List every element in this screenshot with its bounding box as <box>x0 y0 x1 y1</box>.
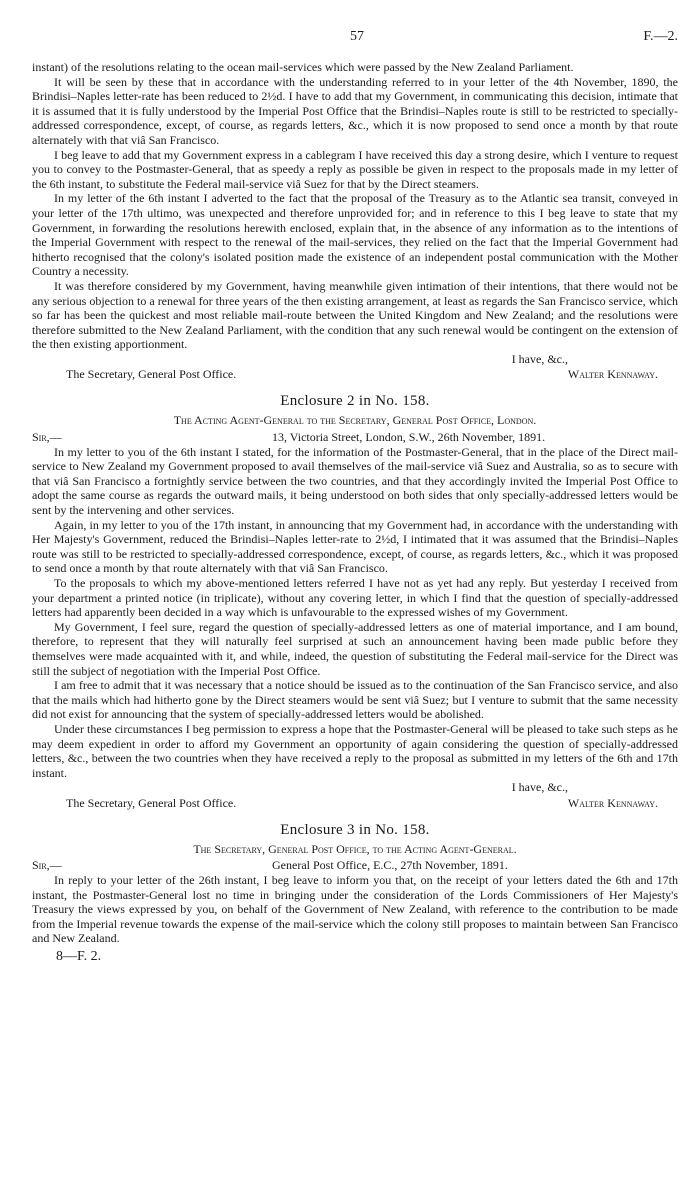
paragraph: Again, in my letter to you of the 17th instant, in announcing that my Government had, in accordance with the understanding with Her Majesty's Government, reduced the Brindisi–Naples letter-rate to 2½d, I intimated that it was assumed that the Brindisi–Naples route was still to be restricted to specially-addressed correspondence, except, of course, as regards letters, &c., which it was proposed to send once a month by that route alternately with that viâ San Francisco. <box>32 517 678 576</box>
paragraph: My Government, I feel sure, regard the question of specially-addressed letters as one of material importance, and I am bound, therefore, to represent that they will naturally feel surprised at such an announcement having been made public before they themselves were made acquainted with it, and while, indeed, the question of substituting the Federal mail-service for the Direct was still the subject of negotiation with the Imperial Post Office. <box>32 619 678 678</box>
enclosure-title: Enclosure 2 in No. 158. <box>280 393 430 410</box>
closing-line: I have, &c., <box>511 351 568 366</box>
paragraph: Under these circumstances I beg permission to express a hope that the Postmaster-General will be pleased to take such steps as he may deem expedient in order to afford my Government an opportunity of again considering the question of specially-addressed letters, &c., between the two countries when they have received a reply to the proposal as submitted in my letters of the 6th and 17th instant. <box>32 721 678 780</box>
address-row <box>32 858 678 873</box>
sheet-reference: F.—2. <box>643 29 678 44</box>
paragraph: It will be seen by these that in accordance with the understanding referred to in your letter of the 4th November, 1890, the Brindisi–Naples letter-rate has been reduced to 2½d. I have to add that my Government, in communicating this decision, intimate that it is assumed that it is fully understood by the Imperial Post Office that the Brindisi–Naples route is still to be restricted to specially-addressed correspondence, except, of course, as regards letters, &c., which it is now proposed to send once a month by that route alternately with that viâ San Francisco. <box>32 74 678 147</box>
address-row <box>32 430 678 445</box>
signature: Walter Kennaway. <box>567 795 658 810</box>
paragraph: In reply to your letter of the 26th instant, I beg leave to inform you that, on the receipt of your letters dated the 6th and 17th instant, the Postmaster-General lost no time in bringing under the consideration of the Lords Commissioners of Her Majesty's Treasury the views expressed by you, on behalf of the Government of New Zealand, with reference to the contribution to be made from the Imperial revenue towards the expense of the mail-service which the colony still proposes to maintain between San Francisco and New Zealand. <box>32 873 678 946</box>
document-page <box>32 30 678 965</box>
paragraph: I beg leave to add that my Government express in a cablegram I have received this day a strong desire, which I venture to request you to convey to the Postmaster-General, that as speedy a reply as possible be given in respect to the proposals made in my letter of the 6th instant, to substitute the Federal mail-service viâ Suez for that by the Direct steamers. <box>32 147 678 191</box>
signature: Walter Kennaway. <box>567 367 658 382</box>
paragraph: I am free to admit that it was necessary that a notice should be issued as to the continuation of the San Francisco service, and also that the mails which had hitherto gone by the Direct steamers would be sent viâ Suez; but I venture to submit that the same necessity did not exist for announcing that the system of specially-addressed letters would be abolished. <box>32 678 678 722</box>
closing-line: I have, &c., <box>511 780 568 795</box>
paragraph: In my letter to you of the 6th instant I stated, for the information of the Postmaster-General, that in the place of the Direct mail-service to New Zealand my Government proposed to avail themselves of the mail-service viâ Suez and Australia, so as to secure with that viâ San Francisco a fortnightly service between the two countries, and that they accordingly invited the Imperial Post Office to adopt the same course as regards the outward mails, it being understood on both sides that only specially-addressed letters would be sent by the intervening and other services. <box>32 444 678 518</box>
signature-mark: 8—F. 2. <box>56 949 102 965</box>
sender-address: 13, Victoria Street, London, S.W., 26th November, 1891. <box>272 429 546 444</box>
signature-row <box>32 796 678 811</box>
enclosure-title: Enclosure 3 in No. 158. <box>280 821 430 838</box>
sender-address: General Post Office, E.C., 27th November, 1891. <box>272 858 508 873</box>
page-header <box>32 30 678 50</box>
recipient: The Secretary, General Post Office. <box>66 795 237 810</box>
enclosure-subheading: The Secretary, General Post Office, to the Acting Agent-General. <box>193 841 517 856</box>
paragraph: instant) of the resolutions relating to the ocean mail-services which were passed by the New Zealand Parliament. <box>32 60 574 74</box>
salutation: Sir,— <box>32 858 62 873</box>
paragraph: In my letter of the 6th instant I adverted to the fact that the proposal of the Treasury as to the Atlantic sea transit, conveyed in your letter of the 17th ultimo, was unexpected and therefore unprovided for; and in reference to this I beg leave to state that my Government, in forwarding the resolutions herewith enclosed, explain that, in the absence of any information as to the intentions of the Imperial Government with respect to the renewal of the mail-services, they relied on the fact that the Imperial Government had hitherto recognised that the colony's isolated position made the existence of an independent postal communication with the Mother Country a necessity. <box>32 191 678 279</box>
salutation: Sir,— <box>32 429 62 444</box>
enclosure-3 <box>32 823 678 946</box>
page-number: 57 <box>350 29 364 44</box>
signature-row <box>32 367 678 382</box>
enclosure-2 <box>32 394 678 810</box>
letter-1 <box>32 60 678 382</box>
paragraph: To the proposals to which my above-mentioned letters referred I have not as yet had any reply. But yesterday I received from your department a printed notice (in triplicate), without any covering letter, in which I find that the question of specially-addressed letters had apparently been decided in a way which is unfavourable to the expressed wishes of my Government. <box>32 576 678 620</box>
paragraph: It was therefore considered by my Government, having meanwhile given intimation of their intentions, that there would not be any serious objection to a renewal for three years of the then existing arrangement, at least as regards the San Francisco service, which so far has been the quickest and most reliable mail-route between the United Kingdom and New Zealand; and the resolutions were therefore submitted to the New Zealand Parliament, with the condition that any such renewal would be contingent on the extension of the then existing apportionment. <box>32 278 678 352</box>
recipient: The Secretary, General Post Office. <box>66 367 237 382</box>
enclosure-subheading: The Acting Agent-General to the Secretary, General Post Office, London. <box>173 413 537 428</box>
